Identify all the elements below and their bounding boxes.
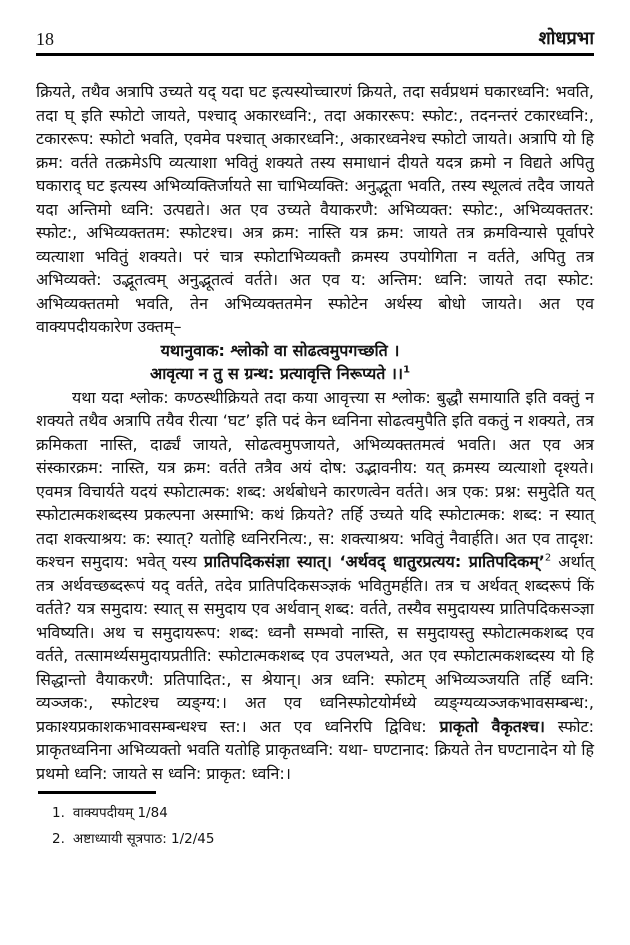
footnote-separator-rule — [38, 791, 156, 794]
footnote-1 — [36, 800, 594, 826]
verse-line-2 — [36, 362, 524, 386]
footnote-2-text: अष्टाध्यायी सूत्रपाठ: 1/2/45 — [72, 831, 215, 847]
footnote-2 — [36, 826, 594, 852]
footnote-ref-1: 1 — [403, 364, 411, 376]
page-body — [36, 80, 594, 785]
footnote-1-text: वाक्यपदीयम् 1/84 — [72, 805, 168, 821]
journal-title: शोधप्रभा — [538, 28, 594, 49]
body-paragraph-1: क्रियते, तथैव अत्रापि उच्यते यद् यदा घट इत्यस्योच्चारणं क्रियते, तदा सर्वप्रथमं घकारध्वनि: भवति, तदा घ् इति स्फोटो जायते, पश्चाद् अकारध्वनि:, तदा अकाररूप: स्फोट:, तदनन्तरं टकारध्वनि:, टकाररूप: स्फोटो भवति, एवमेव पश्चात् अकारध्वनि:, अकारध्वनेश्च स्फोटो जायते। अत्रापि यो हि क्रम: वर्तते तत्क्रमेऽपि व्यत्याशा भवितुं शक्यते तस्य समाधानं दीयते यदत्र क्रमो न विद्यते अपितु घकाराद् घट इत्यस्य अभिव्यक्तिर्जायते सा चाभिव्यक्ति: अनुद्भूता भवति, तस्य स्थूलत्वं तदैव जायते यदा अन्तिमो ध्वनि: उत्पद्यते। अत एव उच्यते वैयाकरणै: अभिव्यक्त: स्फोट:, अभिव्यक्ततर: स्फोट:, अभिव्यक्ततम: स्फोटश्च। अत्र क्रम: नास्ति यत्र क्रम: जायते तत्र क्रमविन्यासे पूर्वापरे व्यत्याशा भवितुं शक्यते। परं चात्र स्फोटाभिव्यक्तौ क्रमस्य उपयोगिता न वर्तते, अपितु तत्र अभिव्यक्ते: उद्भूतत्वम् अनुद्भूतत्वं वर्तते। अत एव य: अन्तिम: ध्वनि: जायते तदा स्फोट: अभिव्यक्ततमो भवति, तेन अभिव्यक्ततमेन स्फोटेन अर्थस्य बोधो जायते। अत एव वाक्यपदीयकारेण उक्तम्– — [36, 82, 594, 336]
verse-line-2-text: आवृत्या न तु स ग्रन्थ: प्रत्यावृत्ति निरूप्यते ।। — [149, 364, 404, 383]
body-paragraph-2: यथा यदा श्लोक: कण्ठस्थीक्रियते तदा कया आवृत्त्या स श्लोक: बुद्धौ समायाति इति वक्तुं न शक्यते तथैव अत्रापि तयैव रीत्या ‘घट’ इति पदं केन ध्वनिना सोढत्वमुपैति इति वकतुं न शक्यते, तत्र क्रमिकता नास्ति, दार्ढ्यं जायते, सोढत्वमुपजायते, अभिव्यक्ततमत्वं भवति। अत एव अत्र संस्कारक्रम: नास्ति, यत्र क्रम: वर्तते तत्रैव अयं दोष: उद्भावनीय: यत् क्रमस्य व्यत्याशो दृश्यते। एवमत्र विचार्यते यदयं स्फोटात्मक: शब्द: अर्थबोधने कारणत्वेन वर्तते। अत्र एक: प्रश्न: समुदेति यत् स्फोटात्मकशब्दस्य प्रकल्पना अस्माभि: कथं क्रियते? तर्हि उच्यते यदि स्फोटात्मक: शब्द: न स्यात् तदा शक्त्याश्रय: क: स्यात्? यतोहि ध्वनिरनित्य:, स: शक्त्याश्रय: भवितुं नैवार्हति। अत एव तादृश: कश्चन समुदाय: भवेत् यस्य प्रातिपदिकसंज्ञा स्यात्। ‘अर्थवद् धातुरप्रत्यय: प्रातिपदिकम्’$^2$ अर्थात् तत्र अर्थवच्छब्दरूपं यद् वर्तते, तदेव प्रातिपदिकसञ्ज्ञकं भवितुमर्हति। तत्र च अर्थवत् शब्दरूपं किं वर्तते? यत्र समुदाय: स्यात् स समुदाय एव अर्थवान् शब्द: वर्तते, तस्यैव समुदायस्य प्रातिपदिकसञ्ज्ञा भविष्यति। अथ च समुदायरूप: शब्द: ध्वनौ सम्भवो नास्ति, स समुदायस्तु स्फोटात्मकशब्द एव वर्तते, तत्सामर्थ्यसमुदायप्रतीति: स्फोटात्मकशब्द एव उपलभ्यते, अत एव स्फोटात्मकशब्दस्य यो हि सिद्धान्तो वैयाकरणै: प्रतिपादित:, स श्रेयान्। अत्र ध्वनि: स्फोटम् अभिव्यञ्जयति तर्हि ध्वनि: व्यञ्जक:, स्फोटश्च व्यङ्ग्य:। अत एव ध्वनिस्फोटयोर्मध्ये व्यङ्ग्यव्यञ्जकभावसम्बन्ध:, प्रकाश्यप्रकाशकभावसम्बन्धश्च स्त:। अत एव ध्वनिरपि द्विविध: प्राकृतो वैकृतश्च। स्फोट: प्राकृतध्वनिना अभिव्यक्तो भवति यतोहि प्राकृतध्वनि: यथा- घण्टानाद: क्रियते तेन घण्टानादेन यो हि प्रथमो ध्वनि: जायते स ध्वनि: प्राकृत: ध्वनि:। — [36, 387, 595, 783]
verse-quotation — [36, 339, 524, 386]
footnote-2-number: 2. — [52, 831, 65, 847]
footnotes-section — [36, 791, 594, 852]
page-header — [36, 0, 594, 56]
page-number: 18 — [36, 29, 54, 49]
verse-line-1: यथानुवाक: श्लोको वा सोढत्वमुपगच्छति । — [160, 340, 400, 360]
footnote-1-number: 1. — [52, 805, 65, 821]
